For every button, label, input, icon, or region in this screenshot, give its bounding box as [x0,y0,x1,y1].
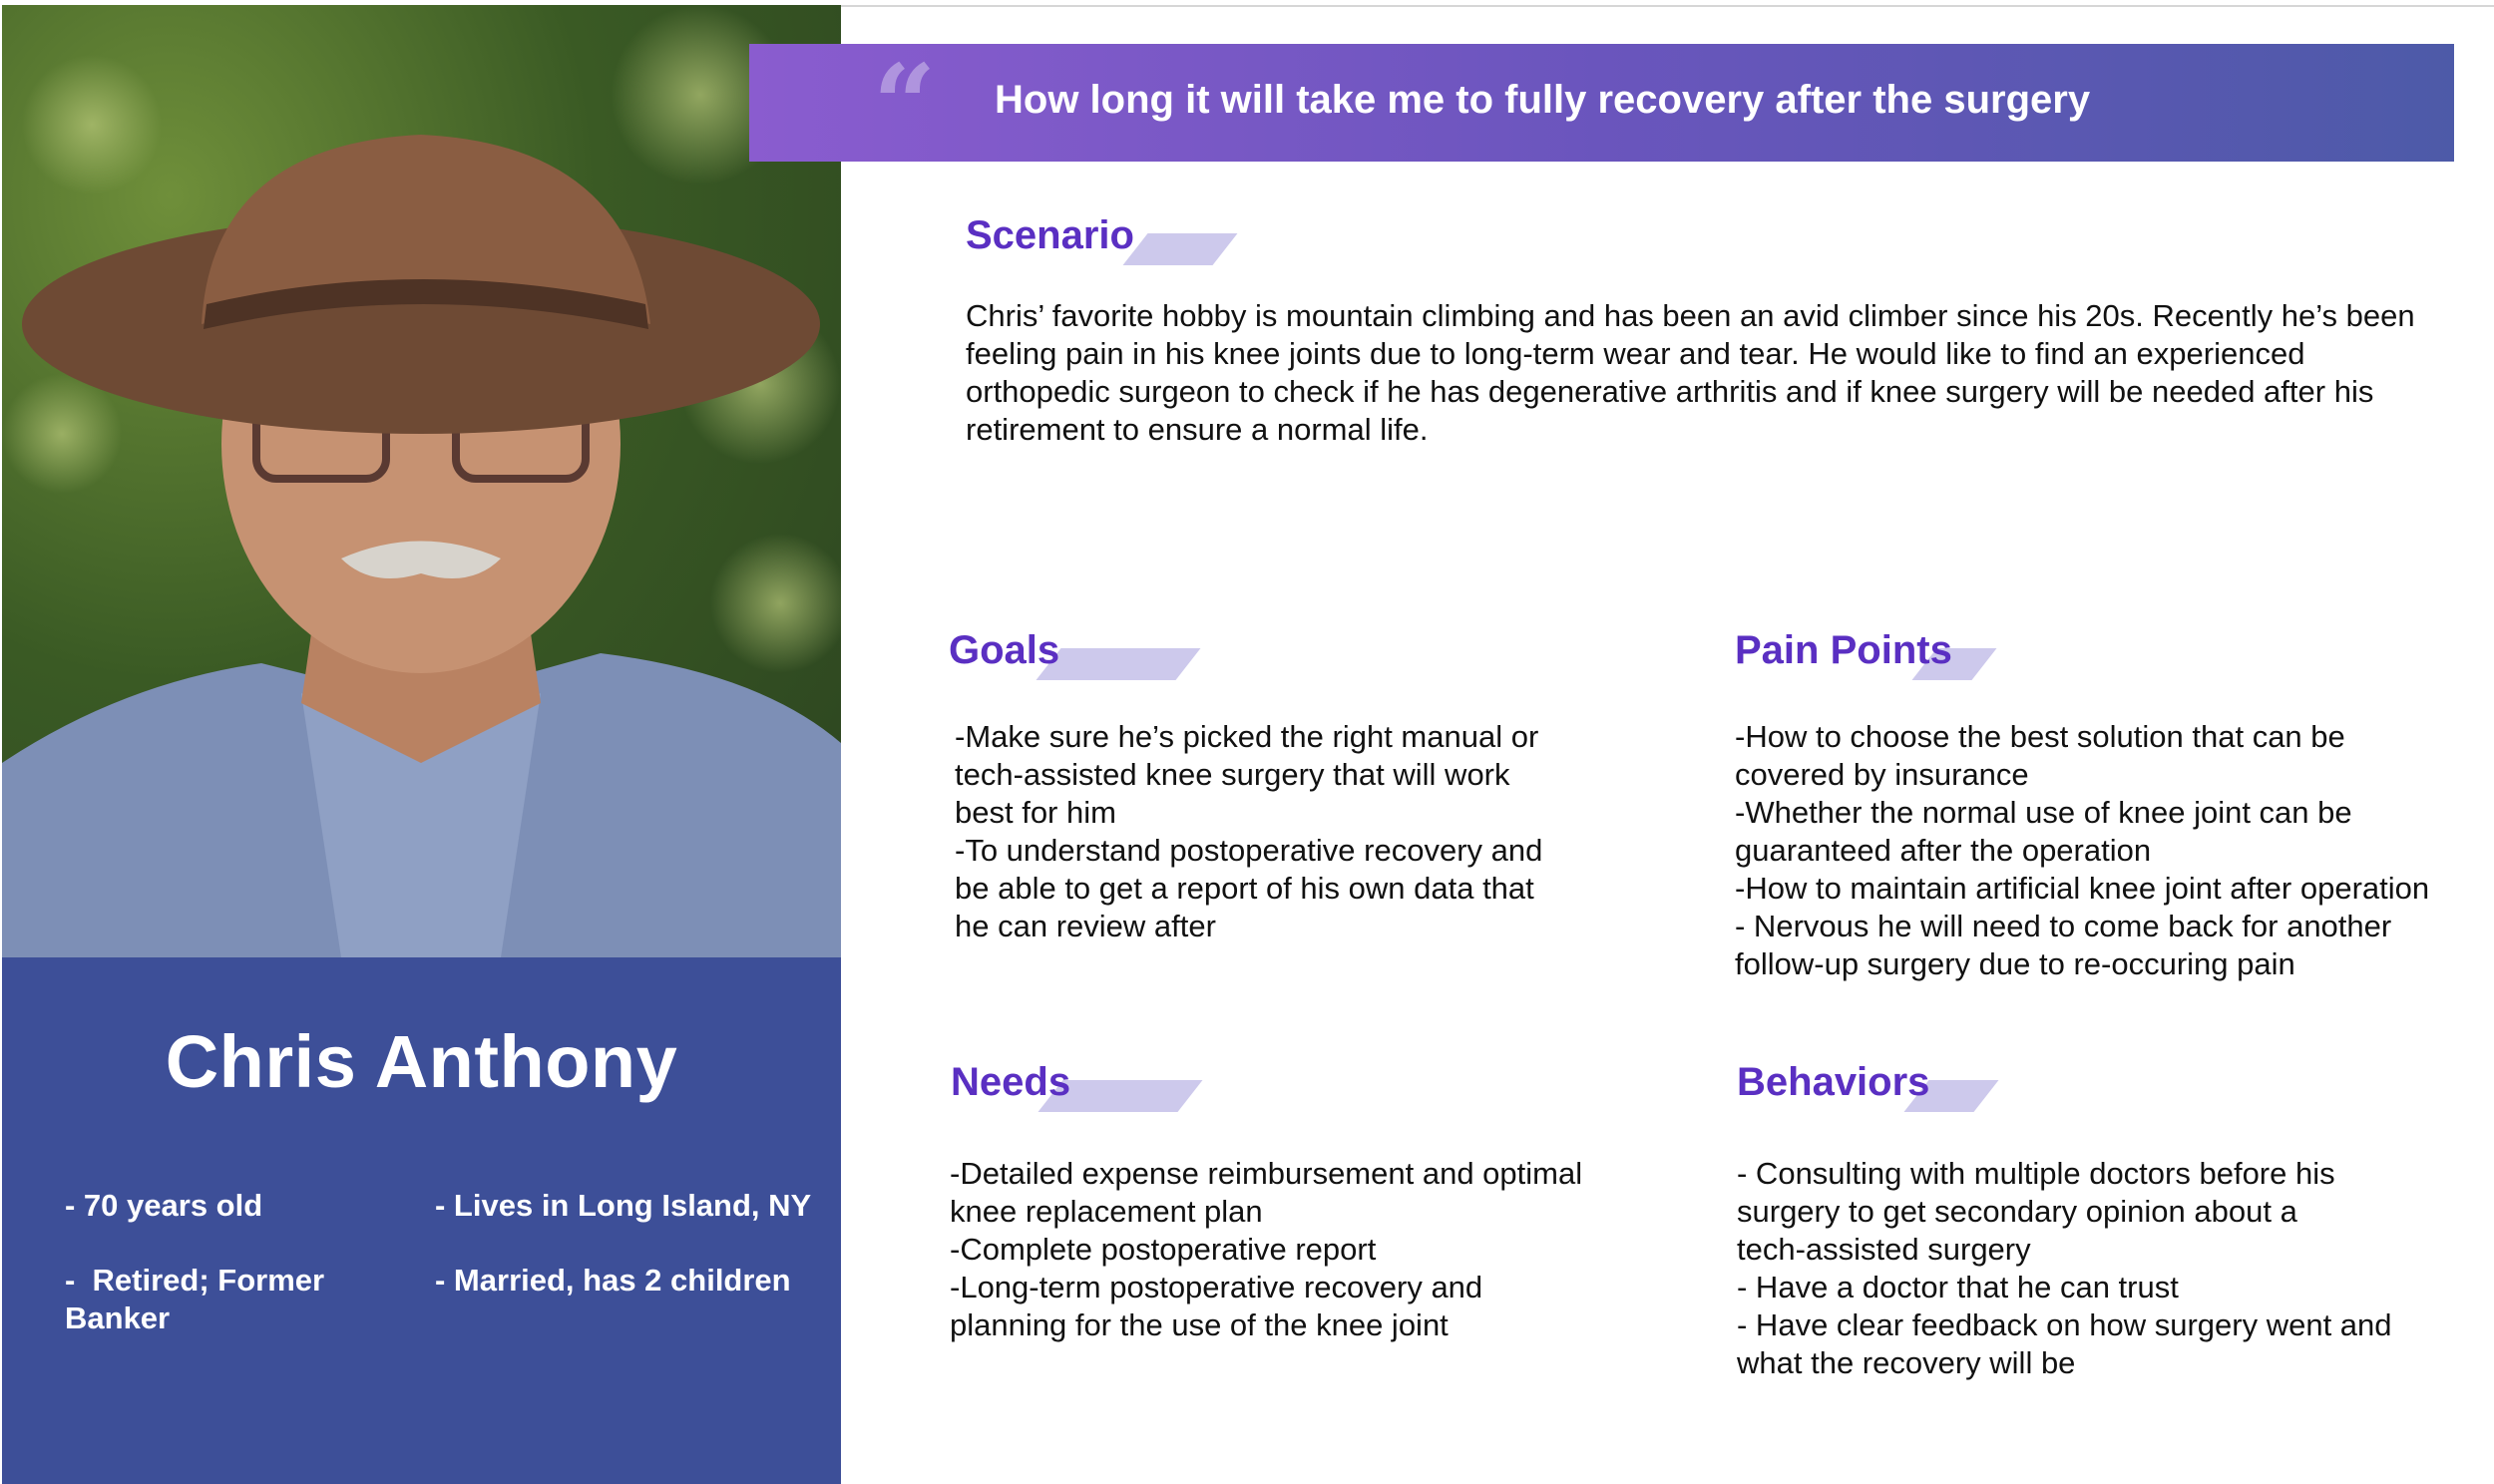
behaviors-line: - Consulting with multiple doctors before his [1737,1156,2335,1191]
needs-line: planning for the use of the knee joint [950,1307,1449,1342]
needs-heading [951,1060,1070,1120]
fact-location: - Lives in Long Island, NY [435,1188,812,1223]
scenario-heading-label: Scenario [966,213,1134,257]
pain-points-line: -How to maintain artificial knee joint after operation [1735,871,2430,906]
quote-icon: “ [873,40,937,169]
goals-line: best for him [955,795,1116,830]
behaviors-heading-label: Behaviors [1737,1060,1930,1104]
goals-line: -To understand postoperative recovery and [955,833,1543,868]
goals-text [955,718,1542,945]
heading-accent [1036,648,1200,680]
goals-line: be able to get a report of his own data that [955,871,1534,906]
needs-line: knee replacement plan [950,1194,1263,1229]
goals-line: he can review after [955,909,1216,943]
needs-line: -Detailed expense reimbursement and optimal [950,1156,1583,1191]
behaviors-line: - Have clear feedback on how surgery went and [1737,1307,2392,1342]
needs-text [950,1155,1582,1344]
scenario-line: feeling pain in his knee joints due to long-term wear and tear. He would like to find an experienced [966,336,2305,371]
goals-heading [949,628,1059,688]
behaviors-line: - Have a doctor that he can trust [1737,1270,2179,1304]
persona-name: Chris Anthony [165,1020,678,1103]
quote-banner [749,40,2454,169]
fact-age: - 70 years old [65,1188,263,1223]
goals-line: tech-assisted knee surgery that will work [955,757,1510,792]
scenario-line: orthopedic surgeon to check if he has degenerative arthritis and if knee surgery will be needed after his [966,374,2374,409]
goals-line: -Make sure he’s picked the right manual or [955,719,1539,754]
fact-occupation [65,1262,324,1337]
scenario-heading [966,213,1134,273]
scenario-line: Chris’ favorite hobby is mountain climbing and has been an avid climber since his 20s. Recently he’s been [966,298,2415,333]
needs-line: -Complete postoperative report [950,1232,1377,1267]
persona-profile-card [2,957,841,1484]
behaviors-text [1737,1155,2392,1382]
fact-family: - Married, has 2 children [435,1263,791,1298]
fact-occupation-line2: Banker [65,1300,171,1335]
behaviors-line: what the recovery will be [1737,1345,2076,1380]
needs-line: -Long-term postoperative recovery and [950,1270,1483,1304]
goals-heading-label: Goals [949,628,1060,672]
pain-points-line: covered by insurance [1735,757,2029,792]
heading-accent [1122,233,1237,265]
pain-points-line: -Whether the normal use of knee joint can be [1735,795,2352,830]
behaviors-heading [1737,1060,1929,1120]
scenario-line: retirement to ensure a normal life. [966,412,1429,447]
fact-occupation-line1: - Retired; Former [65,1263,325,1298]
portrait-illustration [2,5,841,957]
needs-heading-label: Needs [951,1060,1071,1104]
pain-points-text [1735,718,2429,983]
quote-text: How long it will take me to fully recovery after the surgery [995,78,2091,122]
persona-photo [2,5,841,957]
pain-points-line: guaranteed after the operation [1735,833,2152,868]
behaviors-line: surgery to get secondary opinion about a [1737,1194,2297,1229]
pain-points-line: -How to choose the best solution that can be [1735,719,2345,754]
pain-points-heading [1735,628,1952,688]
pain-points-line: follow-up surgery due to re-occuring pain [1735,946,2295,981]
top-divider [841,5,2494,7]
pain-points-heading-label: Pain Points [1735,628,1952,672]
pain-points-line: - Nervous he will need to come back for another [1735,909,2392,943]
behaviors-line: tech-assisted surgery [1737,1232,2031,1267]
scenario-text [966,297,2415,449]
